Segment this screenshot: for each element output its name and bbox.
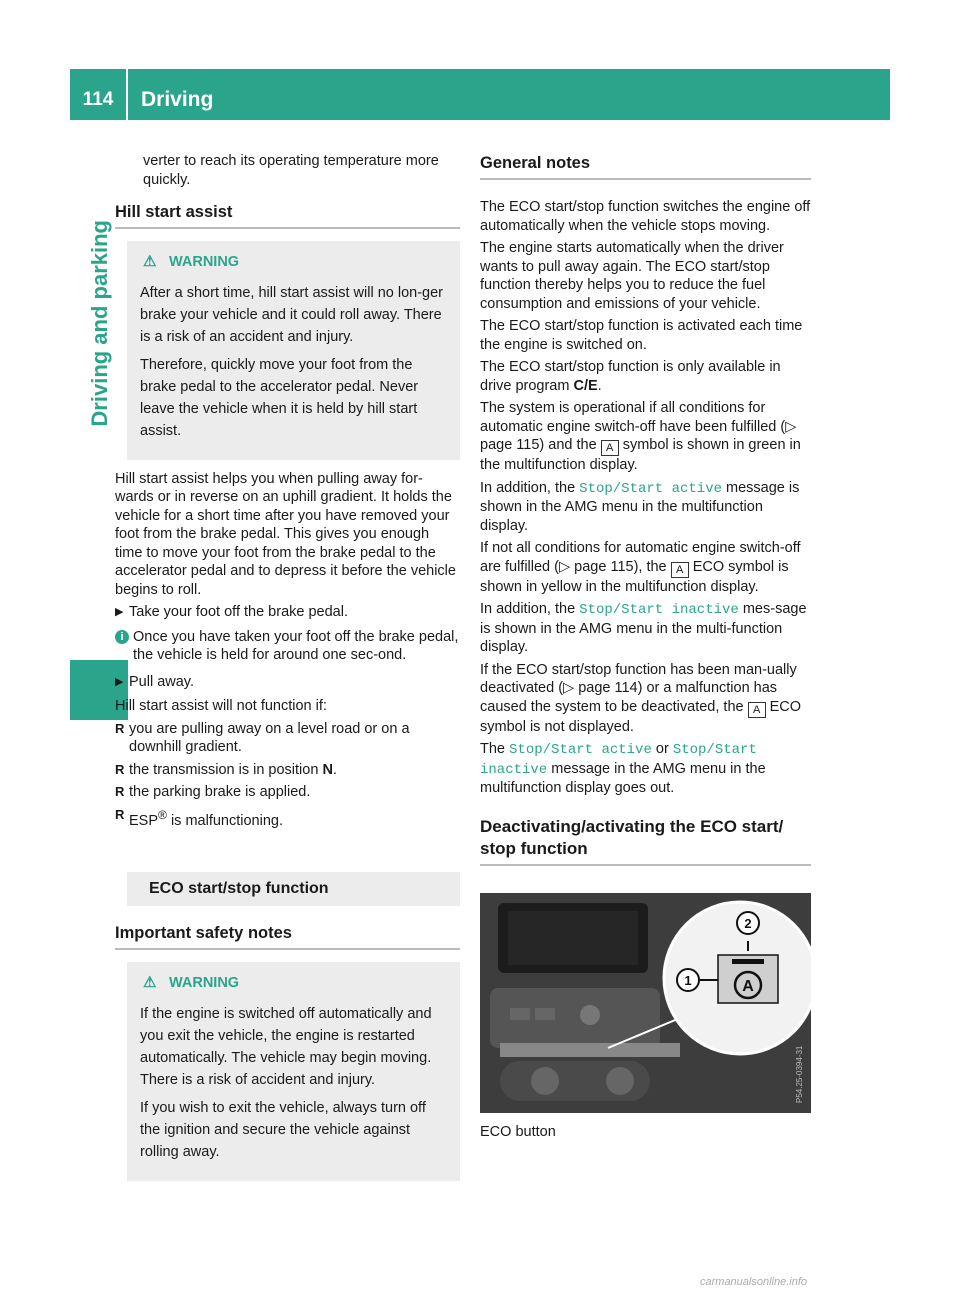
paragraph <box>480 539 811 596</box>
list-item-text: ESP <box>129 812 159 829</box>
figure-code: P54.25-0394-31 <box>795 1045 804 1103</box>
paragraph-text: In addition, the <box>480 601 576 617</box>
eco-button-figure <box>480 893 811 1113</box>
paragraph-text: The <box>480 741 505 757</box>
paragraph <box>480 600 811 657</box>
list-item-text: the transmission is in position <box>129 761 319 778</box>
list-item-text: the parking brake is applied. <box>129 784 311 800</box>
header-divider <box>126 69 128 120</box>
watermark: carmanualsonline.info <box>700 1276 808 1288</box>
warning-header <box>140 974 448 993</box>
info-note <box>115 628 460 665</box>
page-ref[interactable]: page 114) or a malfunction has caused the system to be deactivated, the <box>480 680 778 715</box>
paragraph-text: If not all conditions for automatic engine switch-off are fulfilled ( <box>480 540 801 575</box>
paragraph-text: The system is operational if all conditions for automatic engine switch-off have been fulfilled ( <box>480 400 786 435</box>
page-ref-arrow-icon: ▷ <box>558 558 571 575</box>
page-ref-arrow-icon: ▷ <box>785 418 797 435</box>
drive-program: C/E <box>573 377 598 394</box>
step-text: Pull away. <box>129 673 195 690</box>
display-message: Stop/Start active <box>579 480 722 497</box>
right-column <box>480 152 811 878</box>
arrow-right-icon: ▶ <box>115 675 124 688</box>
paragraph-text: The ECO start/stop function is only available in drive program <box>480 359 781 394</box>
not-function-text: Hill start assist will not function if: <box>115 698 327 714</box>
callout-2: 2 <box>744 916 752 931</box>
paragraph <box>480 399 811 475</box>
page-number: 114 <box>82 89 114 110</box>
warning-header <box>140 253 448 272</box>
paragraph: The engine starts automatically when the driver wants to pull away again. The ECO start/stop function thereby helps you to reduce the fuel consumption and emissions of your vehicle. <box>480 240 784 312</box>
list-item <box>115 806 460 830</box>
list-item <box>115 720 460 757</box>
list-item <box>115 783 460 802</box>
paragraph-text: In addition, the <box>480 479 576 496</box>
paragraph: The ECO start/stop function is only available in drive program C/E. <box>480 359 781 394</box>
dashboard-illustration <box>480 893 811 1113</box>
left-column <box>115 152 460 1191</box>
paragraph <box>480 740 811 798</box>
hill-start-heading: Hill start assist <box>115 201 460 229</box>
bullet-icon: R <box>115 806 125 822</box>
paragraph-text: If the ECO start/stop function has been man-ually deactivated ( <box>480 661 797 696</box>
display-message: Stop/Start active <box>509 742 652 758</box>
warning-text: Therefore, quickly move your foot from the brake pedal to the accelerator pedal. Never leave the vehicle when it is held by hill start assist. <box>140 356 419 439</box>
paragraph-text: message in the AMG menu in the multifunction display goes out. <box>480 760 766 796</box>
paragraph: The ECO start/stop function switches the engine off automatically when the vehicle stops moving. <box>480 199 811 234</box>
safety-notes-heading: Important safety notes <box>115 922 460 950</box>
hill-start-body: Hill start assist helps you when pulling away for-wards or in reverse on an uphill gradient. It holds the vehicle for a short time after you have removed your foot from the brake pedal. This gives you enough time to move your foot from the brake pedal to the accelerator pedal and to depress it before the vehicle begins to roll. <box>115 470 456 598</box>
intro-text: verter to reach its operating temperature more quickly. <box>143 153 439 188</box>
bullet-icon: R <box>115 784 125 799</box>
paragraph: The ECO start/stop function is activated each time the engine is switched on. <box>480 318 803 353</box>
paragraph <box>480 661 811 737</box>
bullet-icon: R <box>115 720 125 736</box>
paragraph-text: mes-sage is shown in the AMG menu in the multi-function display. <box>480 601 807 655</box>
eco-symbol-icon: A <box>748 702 766 718</box>
warning-text: After a short time, hill start assist will no lon-ger brake your vehicle and it could roll away. There is a risk of an accident and injury. <box>140 284 443 345</box>
page-ref[interactable]: page 115), the <box>574 558 667 575</box>
paragraph-text: or <box>655 741 669 757</box>
warning-triangle-icon: ⚠ <box>143 253 157 270</box>
step-text: Take your foot off the brake pedal. <box>129 604 348 620</box>
button-letter: A <box>742 978 754 995</box>
step-item <box>115 673 460 692</box>
paragraph-text: ECO symbol is shown in yellow in the multifunction display. <box>480 558 789 595</box>
warning-box-eco <box>127 962 460 1181</box>
display-message: Stop/Start inactive <box>579 602 739 618</box>
warning-triangle-icon: ⚠ <box>143 974 157 992</box>
warning-text: If the engine is switched off automatically and you exit the vehicle, the engine is restarted automatically. The vehicle may begin moving. There is a risk of accident and injury. <box>140 1005 432 1088</box>
page-title: Driving <box>141 88 214 111</box>
eco-section-heading: ECO start/stop function <box>127 872 460 907</box>
bullet-icon: R <box>115 761 125 777</box>
registered-mark: ® <box>158 807 167 822</box>
callout-1: 1 <box>684 973 692 988</box>
list-item-text: is malfunctioning. <box>170 812 283 829</box>
side-tab <box>81 220 119 620</box>
figure-caption: ECO button <box>480 1124 556 1140</box>
warning-box-hill <box>127 241 460 460</box>
gear-position: N <box>322 761 333 778</box>
arrow-right-icon: ▶ <box>115 606 124 618</box>
list-item: R the transmission is in position N. <box>115 761 337 778</box>
warning-label: WARNING <box>169 975 240 992</box>
side-tab-label: Driving and parking <box>87 220 112 427</box>
info-icon: i <box>115 630 129 644</box>
list-item-text: you are pulling away on a level road or on a downhill gradient. <box>129 720 410 755</box>
deactivate-heading: Deactivating/activating the ECO start/ stop function <box>480 816 811 866</box>
warning-text: If you wish to exit the vehicle, always turn off the ignition and secure the vehicle against rolling away. <box>140 1099 426 1160</box>
general-notes-heading: General notes <box>480 152 811 180</box>
paragraph-text: message is shown in the AMG menu in the multifunction display. <box>480 479 800 534</box>
page-ref-arrow-icon: ▷ <box>563 680 575 696</box>
display-message: Stop/Start <box>672 742 757 758</box>
paragraph <box>480 479 811 536</box>
eco-symbol-icon: A <box>671 562 689 578</box>
eco-symbol-icon: A <box>601 440 619 456</box>
page-ref[interactable]: page 115) and the <box>480 437 597 453</box>
warning-label: WARNING <box>169 254 240 270</box>
paragraph-text: ECO symbol is not displayed. <box>480 698 802 735</box>
info-text: Once you have taken your foot off the brake pedal, the vehicle is held for around one sec-ond. <box>133 628 459 663</box>
paragraph-text: symbol is shown in green in the multifunction display. <box>480 437 801 473</box>
step-item <box>115 603 460 622</box>
display-message: inactive <box>480 761 548 778</box>
